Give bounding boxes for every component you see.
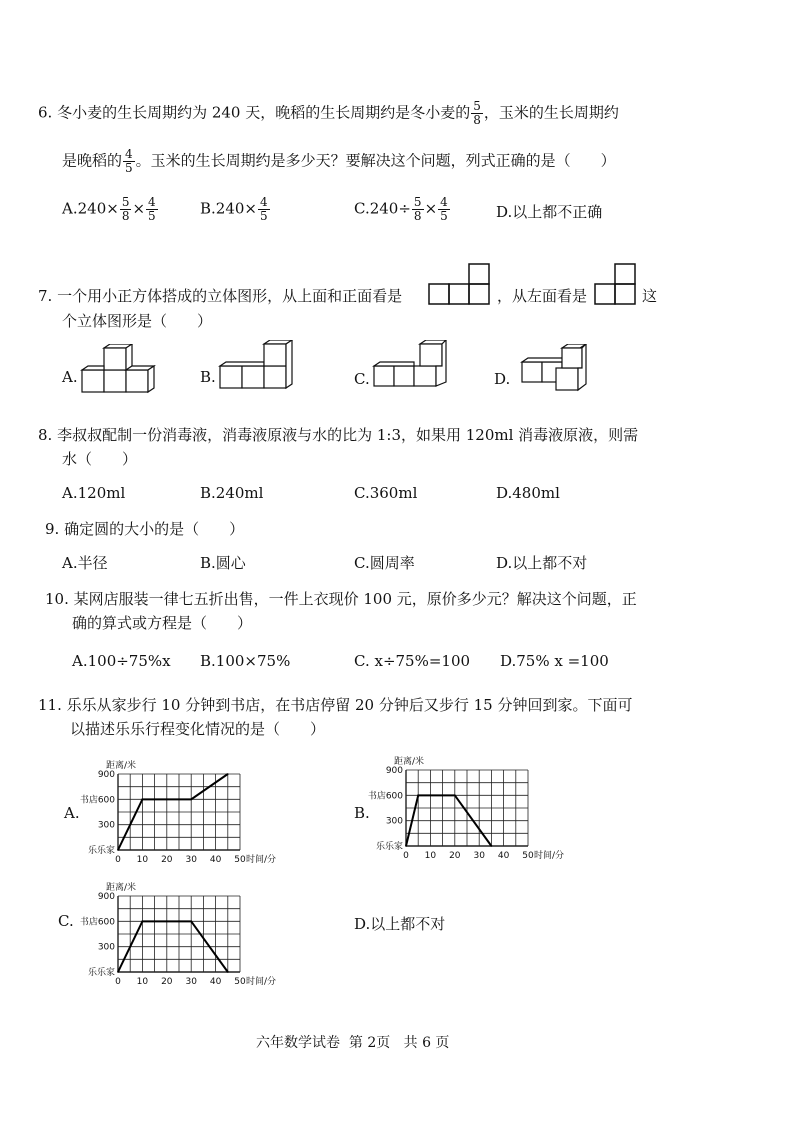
footer-title: 六年数学试卷 [256,1035,340,1051]
q11-option-b[interactable]: B. [354,804,370,822]
q8-option-a[interactable]: A.120ml [62,484,126,502]
q8-line-2: 水（ ） [62,450,138,468]
x-tick-label: 30 [185,977,197,987]
y-tick-label: 乐乐家 [87,968,115,978]
data-point [454,795,456,797]
q9-line-1: 9. 确定圆的大小的是（ ） [45,520,245,538]
x-axis-label: 时间/分 [246,977,277,987]
x-tick-label: 40 [497,851,510,861]
x-tick-label: 40 [209,855,222,865]
data-point [227,773,229,775]
x-tick-label: 20 [161,977,173,987]
q11-option-c[interactable]: C. [58,912,74,930]
q7-figure-b [218,340,302,392]
q6-option-d[interactable]: D.以上都不正确 [496,203,603,221]
q11-line-2: 以描述乐乐行程变化情况的是（ ） [70,720,326,738]
x-tick-label: 10 [136,855,149,865]
page-footer [256,1032,449,1052]
y-tick-label: 900 [97,770,115,780]
y-tick-label: 书店600 [79,795,115,806]
q7-line-1c: 这 [642,287,658,305]
y-tick-label: 300 [97,942,115,953]
q7-figure-d [520,344,596,396]
q9-option-c[interactable]: C.圆周率 [354,554,415,572]
q6-fraction-4-5: $\frac{4}{5}$ [125,147,133,175]
q10-option-b[interactable]: B.100×75% [200,652,291,670]
q6-line-1 [38,100,619,127]
q6-line-2 [62,148,616,175]
x-tick-label: 10 [136,977,149,987]
q9-option-a[interactable]: A.半径 [62,554,108,572]
x-tick-label: 0 [115,977,121,987]
q10-line-2: 确的算式或方程是（ ） [72,614,253,632]
data-point [491,845,493,847]
q6-option-b[interactable]: B.240× $\frac{4}{5}$ [200,195,268,223]
y-tick-label: 乐乐家 [87,846,115,856]
data-point [190,921,192,923]
q8-line-1: 8. 李叔叔配制一份消毒液，消毒液原液与水的比为 1:3，如果用 120ml 消毒液原液，则需 [38,426,639,444]
y-axis-label: 距离/米 [394,757,425,767]
y-tick-label: 乐乐家 [375,842,403,852]
q8-option-d[interactable]: D.480ml [496,484,560,502]
q6-text-2b: 。玉米的生长周期约是多少天？要解决这个问题，列式正确的是（ ） [135,151,616,170]
top-front-view-figure [428,262,494,306]
q6-text-1a: 6. 冬小麦的生长周期约为 240 天，晚稻的生长周期约是冬小麦的 [38,103,471,122]
x-tick-label: 50 [522,851,534,861]
y-axis-label: 距离/米 [106,761,137,771]
q11-line-1: 11. 乐乐从家步行 10 分钟到书店，在书店停留 20 分钟后又步行 15 分钟回到家。下面可 [38,696,633,714]
q7-option-b[interactable]: B. [200,368,216,386]
q7-line-2: 个立体图形是（ ） [62,312,213,330]
y-tick-label: 书店600 [79,917,115,928]
data-point [142,799,144,801]
q9-option-d[interactable]: D.以上都不对 [496,554,588,572]
q6-fraction-5-8: $\frac{5}{8}$ [473,99,481,127]
q7-option-d[interactable]: D. [494,370,511,388]
data-point [227,971,229,973]
q9-option-b[interactable]: B.圆心 [200,554,246,572]
q6-text-1b: ，玉米的生长周期约 [483,103,619,122]
q10-option-a[interactable]: A.100÷75%x [72,652,171,670]
x-tick-label: 0 [403,851,409,861]
q6-option-c[interactable]: C.240÷ $\frac{5}{8}$ × $\frac{4}{5}$ [354,195,448,223]
data-point [117,971,119,973]
q10-option-c[interactable]: C. x÷75%=100 [354,652,471,670]
data-point [417,795,419,797]
x-tick-label: 50 [234,977,246,987]
q7-figure-c [372,340,456,392]
q10-option-d[interactable]: D.75% x =100 [500,652,609,670]
q7-line-1b: ，从左面看是 [497,287,588,305]
left-view-figure [594,262,640,306]
x-tick-label: 30 [473,851,485,861]
x-axis-label: 时间/分 [534,851,565,861]
q11-option-d[interactable]: D.以上都不对 [354,915,446,933]
x-tick-label: 0 [115,855,121,865]
q11-option-a[interactable]: A. [64,804,80,822]
data-point [117,849,119,851]
q7-option-a[interactable]: A. [62,368,78,386]
q6-text-2a: 是晚稻的 [62,151,123,170]
q10-line-1: 10. 某网店服装一律七五折出售，一件上衣现价 100 元，原价多少元？解决这个问题，正 [45,590,637,608]
q7-line-1: 7. 一个用小正方体搭成的立体图形，从上面和正面看是 [38,287,403,305]
q11-chart-c [76,880,296,992]
y-axis-label: 距离/米 [106,883,137,893]
x-tick-label: 20 [449,851,461,861]
data-point [405,845,407,847]
x-tick-label: 30 [185,855,197,865]
x-tick-label: 10 [424,851,437,861]
y-tick-label: 300 [385,816,403,827]
x-tick-label: 50 [234,855,246,865]
chart-grid [406,770,528,846]
x-axis-label: 时间/分 [246,855,277,865]
y-tick-label: 300 [97,820,115,831]
data-point [142,921,144,923]
footer-page: 第 2页 [348,1035,391,1051]
y-tick-label: 900 [97,892,115,902]
y-tick-label: 900 [385,766,403,776]
y-tick-label: 书店600 [367,791,403,802]
q8-option-b[interactable]: B.240ml [200,484,264,502]
q11-chart-a [76,758,296,870]
q7-option-c[interactable]: C. [354,370,370,388]
x-tick-label: 20 [161,855,173,865]
q6-option-a[interactable]: A.240× $\frac{5}{8}$ × $\frac{4}{5}$ [62,195,156,223]
x-tick-label: 40 [209,977,222,987]
data-point [190,799,192,801]
q8-option-c[interactable]: C.360ml [354,484,418,502]
q11-chart-b [364,754,584,866]
q7-figure-a [80,344,160,396]
footer-total: 共 6 页 [403,1035,450,1051]
